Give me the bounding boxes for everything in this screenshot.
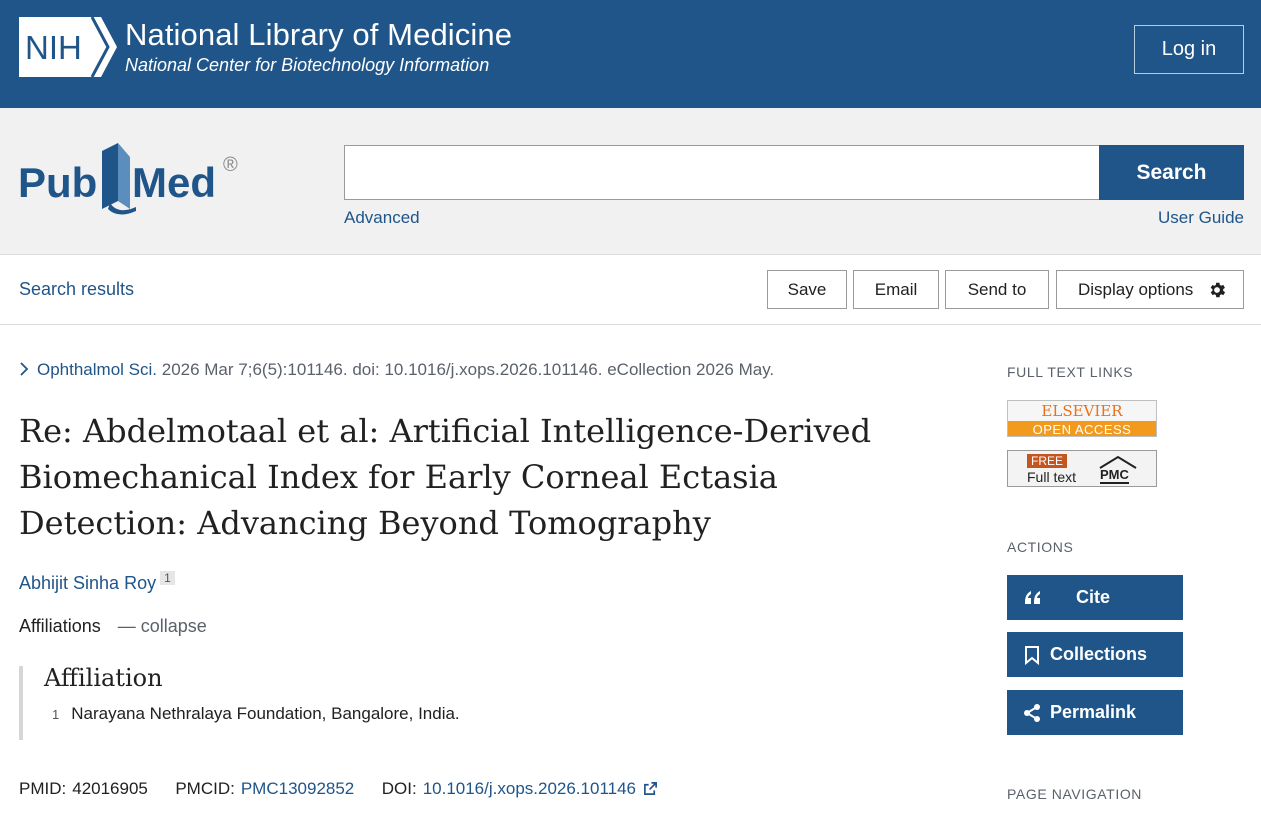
cite-button[interactable] <box>1007 575 1183 620</box>
quote-icon <box>1023 588 1043 606</box>
user-guide-link[interactable]: User Guide <box>1158 208 1244 227</box>
nih-title[interactable]: National Library of Medicine <box>125 17 513 52</box>
affiliation-panel <box>19 666 719 740</box>
full-text-links-heading: FULL TEXT LINKS <box>1007 364 1134 380</box>
pmc-free-full-text-link[interactable] <box>1007 450 1157 487</box>
external-link-icon[interactable] <box>643 781 658 796</box>
pmid-label: PMID: <box>19 779 67 798</box>
collections-label: Collections <box>1050 644 1148 664</box>
affiliations-collapse-button[interactable]: — collapse <box>117 616 207 636</box>
login-button[interactable]: Log in <box>1134 25 1244 74</box>
permalink-button[interactable] <box>1007 690 1183 735</box>
affiliations-label: Affiliations <box>19 616 101 636</box>
pmc-label: PMC <box>1100 467 1129 482</box>
registered-mark: ® <box>223 154 238 176</box>
chevron-right-icon <box>19 362 29 376</box>
affiliation-heading: Affiliation <box>44 664 163 692</box>
open-access-label: OPEN ACCESS <box>1008 421 1156 437</box>
doi-label: DOI: <box>381 779 417 798</box>
article-identifiers <box>19 779 658 799</box>
affiliation-item <box>44 704 719 724</box>
author-list <box>19 571 175 594</box>
journal-name-link[interactable]: Ophthalmol Sci. <box>37 360 157 379</box>
gear-icon <box>1207 280 1227 300</box>
affiliation-text: Narayana Nethralaya Foundation, Bangalore, India. <box>71 704 460 723</box>
free-label: FREE <box>1027 454 1067 468</box>
pubmed-logo-pub: Pub <box>18 159 98 206</box>
author-link[interactable]: Abhijit Sinha Roy <box>19 573 157 593</box>
journal-citation <box>19 360 774 380</box>
actions-heading: ACTIONS <box>1007 539 1074 555</box>
elsevier-label: ELSEVIER <box>1008 401 1156 421</box>
search-input[interactable] <box>344 145 1100 200</box>
full-text-label: Full text <box>1027 469 1077 485</box>
collections-button[interactable] <box>1007 632 1183 677</box>
elsevier-open-access-link[interactable] <box>1007 400 1157 437</box>
permalink-label: Permalink <box>1050 702 1137 722</box>
doi-link[interactable]: 10.1016/j.xops.2026.101146 <box>422 779 637 798</box>
svg-text:Med: Med <box>132 159 216 206</box>
pmid-value: 42016905 <box>72 779 148 798</box>
send-to-button[interactable]: Send to <box>945 270 1049 309</box>
search-button[interactable]: Search <box>1099 145 1244 200</box>
save-button[interactable]: Save <box>767 270 847 309</box>
search-results-link[interactable]: Search results <box>19 279 135 299</box>
pmcid-label: PMCID: <box>175 779 235 798</box>
author-affiliation-number[interactable]: 1 <box>160 571 175 585</box>
nih-header <box>0 0 1261 108</box>
cite-label: Cite <box>1076 587 1111 607</box>
nih-logo-text: NIH <box>25 29 82 66</box>
display-options-label: Display options <box>1078 279 1194 299</box>
nih-subtitle: National Center for Biotechnology Information <box>125 55 490 75</box>
email-button[interactable]: Email <box>853 270 939 309</box>
bookmark-icon <box>1023 645 1041 665</box>
affiliations-collapse-label: collapse <box>140 616 207 636</box>
article-title: Re: Abdelmotaal et al: Artificial Intelligence-Derived Biomechanical Index for Early Corneal Ectasia Detection: Advancing Beyond Tomography <box>19 412 872 542</box>
display-options-button[interactable] <box>1056 270 1244 309</box>
pubmed-logo[interactable] <box>18 137 248 217</box>
affiliation-number: 1 <box>52 707 60 722</box>
article-toolbar <box>0 255 1261 325</box>
advanced-search-link[interactable]: Advanced <box>344 208 420 227</box>
page-navigation-heading: PAGE NAVIGATION <box>1007 786 1143 802</box>
affiliations-toggle-row <box>19 616 207 637</box>
nih-logo[interactable] <box>19 17 119 77</box>
share-icon <box>1023 703 1041 723</box>
pmcid-link[interactable]: PMC13092852 <box>240 779 355 798</box>
citation-details: 2026 Mar 7;6(5):101146. doi: 10.1016/j.xops.2026.101146. eCollection 2026 May. <box>161 360 775 379</box>
